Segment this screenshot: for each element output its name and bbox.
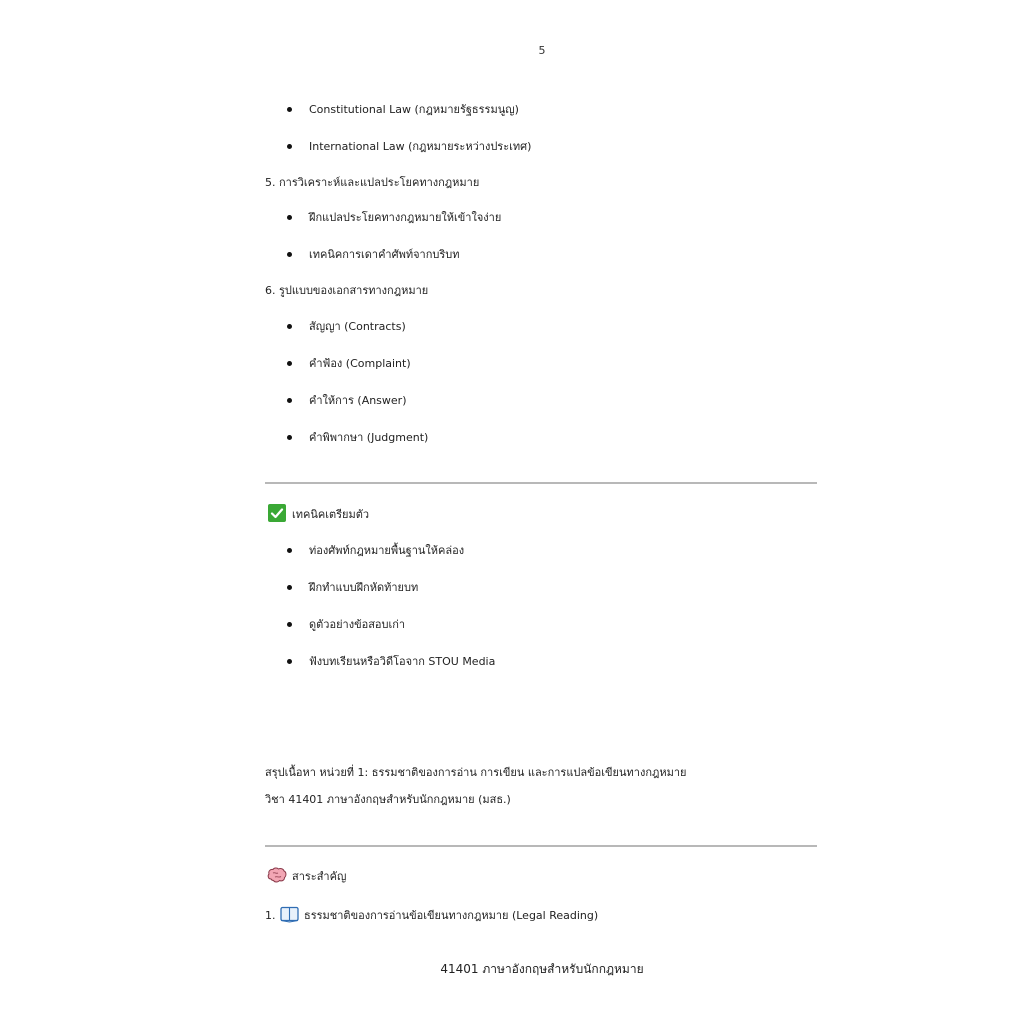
horizontal-divider: [265, 482, 817, 484]
bullet-icon: [287, 398, 292, 403]
key-point-text: ธรรมชาติของการอ่านข้อเขียนทางกฎหมาย (Legal Reading): [304, 909, 599, 922]
list-item: ดูตัวอย่างข้อสอบเก่า: [309, 618, 406, 631]
list-item: ฟังบทเรียนหรือวิดีโอจาก STOU Media: [309, 655, 496, 668]
summary-subject: วิชา 41401 ภาษาอังกฤษสำหรับนักกฎหมาย (มสธ.): [265, 793, 511, 806]
bullet-icon: [287, 252, 292, 257]
item-number: 1.: [265, 909, 276, 922]
bullet-icon: [287, 324, 292, 329]
tips-heading: เทคนิคเตรียมตัว: [292, 508, 370, 521]
bullet-icon: [287, 107, 292, 112]
page-number: 5: [538, 44, 546, 57]
bullet-icon: [287, 215, 292, 220]
horizontal-divider: [265, 845, 817, 847]
section-heading: 5. การวิเคราะห์และแปลประโยคทางกฎหมาย: [265, 176, 480, 189]
check-mark-icon: [268, 504, 286, 522]
book-icon: [280, 906, 299, 923]
list-item: ท่องศัพท์กฎหมายพื้นฐานให้คล่อง: [309, 544, 465, 557]
brain-icon: [267, 867, 287, 884]
list-item: สัญญา (Contracts): [309, 320, 406, 333]
list-item: ฝึกแปลประโยคทางกฎหมายให้เข้าใจง่าย: [309, 211, 502, 224]
list-item: ฝึกทำแบบฝึกหัดท้ายบท: [309, 581, 419, 594]
section-heading: 6. รูปแบบของเอกสารทางกฎหมาย: [265, 284, 429, 297]
list-item: International Law (กฎหมายระหว่างประเทศ): [309, 140, 532, 153]
list-item: Constitutional Law (กฎหมายรัฐธรรมนูญ): [309, 103, 519, 116]
bullet-icon: [287, 585, 292, 590]
list-item: คำฟ้อง (Complaint): [309, 357, 411, 370]
bullet-icon: [287, 435, 292, 440]
list-item: คำพิพากษา (Judgment): [309, 431, 429, 444]
bullet-icon: [287, 659, 292, 664]
bullet-icon: [287, 144, 292, 149]
summary-title: สรุปเนื้อหา หน่วยที่ 1: ธรรมชาติของการอ่าน การเขียน และการแปลข้อเขียนทางกฎหมาย: [265, 766, 687, 779]
key-points-heading: สาระสำคัญ: [292, 870, 347, 883]
bullet-icon: [287, 622, 292, 627]
list-item: คำให้การ (Answer): [309, 394, 407, 407]
page-footer: 41401 ภาษาอังกฤษสำหรับนักกฎหมาย: [440, 962, 644, 976]
list-item: เทคนิคการเดาคำศัพท์จากบริบท: [309, 248, 460, 261]
bullet-icon: [287, 548, 292, 553]
bullet-icon: [287, 361, 292, 366]
